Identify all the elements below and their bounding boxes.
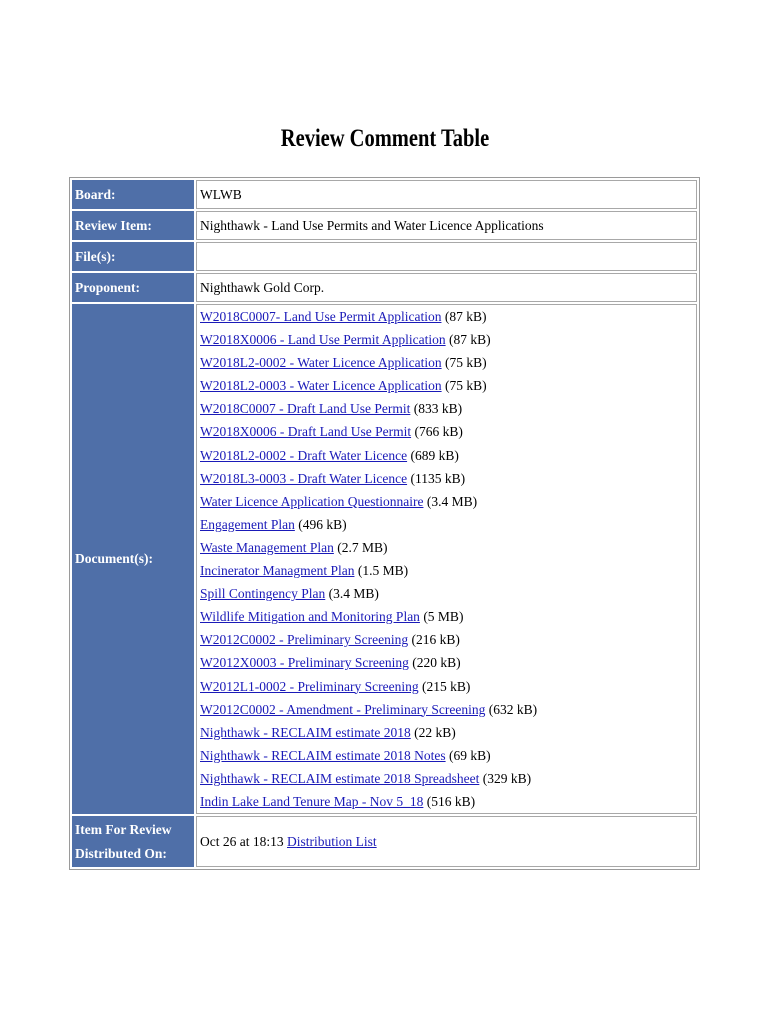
- document-item: [200, 328, 693, 351]
- document-item: [200, 582, 693, 605]
- document-link[interactable]: W2018X0006 - Land Use Permit Application: [200, 332, 446, 348]
- document-size: (216 kB): [411, 632, 460, 648]
- document-item: [200, 420, 693, 443]
- document-size: (75 kB): [444, 355, 487, 371]
- document-size: (833 kB): [413, 401, 463, 417]
- document-link[interactable]: W2012C0002 - Amendment - Preliminary Screening: [200, 701, 486, 717]
- document-size: (766 kB): [414, 424, 463, 440]
- distribution-list-link[interactable]: Distribution List: [287, 833, 377, 849]
- document-size: (75 kB): [444, 378, 487, 394]
- board-label: Board:: [72, 180, 194, 209]
- document-size: (1135 kB): [410, 470, 466, 486]
- document-link[interactable]: Incinerator Managment Plan: [200, 563, 355, 579]
- document-link[interactable]: Spill Contingency Plan: [200, 586, 326, 602]
- review-item-value: Nighthawk - Land Use Permits and Water Licence Applications: [196, 211, 697, 240]
- document-item: [200, 744, 693, 767]
- distributed-label-line2: Distributed On:: [75, 845, 167, 861]
- board-row: [72, 180, 697, 209]
- document-link[interactable]: Nighthawk - RECLAIM estimate 2018: [200, 724, 411, 740]
- document-item: [200, 698, 693, 721]
- page-title: Review Comment Table: [280, 125, 490, 152]
- document-item: [200, 767, 693, 790]
- files-label: File(s):: [72, 242, 194, 271]
- document-item: [200, 651, 693, 674]
- document-size: (689 kB): [410, 447, 459, 463]
- document-link[interactable]: W2018L2-0002 - Draft Water Licence: [200, 447, 408, 463]
- document-link[interactable]: W2018C0007 - Draft Land Use Permit: [200, 401, 411, 417]
- distributed-label: [72, 816, 194, 867]
- document-item: [200, 513, 693, 536]
- distributed-value: [196, 816, 697, 867]
- document-size: (215 kB): [421, 678, 471, 694]
- document-item: [200, 675, 693, 698]
- documents-row: [72, 304, 697, 814]
- document-item: [200, 467, 693, 490]
- documents-list: [196, 304, 697, 814]
- document-size: (3.4 MB): [426, 493, 478, 509]
- document-size: (69 kB): [448, 747, 491, 763]
- document-size: (496 kB): [298, 516, 347, 532]
- document-link[interactable]: W2018X0006 - Draft Land Use Permit: [200, 424, 412, 440]
- document-item: [200, 790, 693, 813]
- document-size: (220 kB): [412, 655, 461, 671]
- document-link[interactable]: W2018L2-0003 - Water Licence Application: [200, 378, 442, 394]
- proponent-row: [72, 273, 697, 302]
- document-size: (3.4 MB): [328, 586, 379, 602]
- document-link[interactable]: Nighthawk - RECLAIM estimate 2018 Notes: [200, 747, 446, 763]
- review-comment-table: [69, 177, 700, 870]
- document-item: [200, 490, 693, 513]
- board-value: WLWB: [196, 180, 697, 209]
- documents-label: Document(s):: [72, 304, 194, 814]
- document-link[interactable]: Nighthawk - RECLAIM estimate 2018 Spreadsheet: [200, 770, 480, 786]
- document-link[interactable]: W2012L1-0002 - Preliminary Screening: [200, 678, 419, 694]
- document-item: [200, 374, 693, 397]
- document-size: (87 kB): [444, 309, 487, 324]
- document-item: [200, 628, 693, 651]
- proponent-label: Proponent:: [72, 273, 194, 302]
- document-size: (5 MB): [423, 609, 464, 625]
- document-size: (632 kB): [488, 701, 538, 717]
- document-item: [200, 559, 693, 582]
- document-item: [200, 351, 693, 374]
- review-item-row: [72, 211, 697, 240]
- document-item: [200, 444, 693, 467]
- review-item-label: Review Item:: [72, 211, 194, 240]
- document-size: (2.7 MB): [337, 539, 388, 555]
- document-item: [200, 721, 693, 744]
- document-size: (329 kB): [482, 770, 532, 786]
- document-item: [200, 305, 693, 328]
- files-value: [196, 242, 697, 271]
- document-link[interactable]: Waste Management Plan: [200, 539, 334, 555]
- document-link[interactable]: Engagement Plan: [200, 516, 295, 532]
- document-link[interactable]: W2018L3-0003 - Draft Water Licence: [200, 470, 408, 486]
- document-size: (1.5 MB): [357, 563, 409, 579]
- document-link[interactable]: W2012C0002 - Preliminary Screening: [200, 632, 409, 648]
- document-link[interactable]: W2012X0003 - Preliminary Screening: [200, 655, 409, 671]
- document-link[interactable]: Indin Lake Land Tenure Map - Nov 5_18: [200, 793, 424, 809]
- distributed-date: Oct 26 at 18:13: [200, 833, 284, 849]
- document-link[interactable]: Water Licence Application Questionnaire: [200, 493, 424, 509]
- document-link[interactable]: W2018L2-0002 - Water Licence Application: [200, 355, 442, 371]
- document-size: (516 kB): [426, 793, 476, 809]
- files-row: [72, 242, 697, 271]
- document-item: [200, 536, 693, 559]
- distributed-row: [72, 816, 697, 867]
- document-link[interactable]: W2018C0007- Land Use Permit Application: [200, 309, 442, 324]
- document-item: [200, 605, 693, 628]
- distributed-label-line1: Item For Review: [75, 821, 172, 837]
- document-link[interactable]: Wildlife Mitigation and Monitoring Plan: [200, 609, 420, 625]
- document-item: [200, 397, 693, 420]
- proponent-value: Nighthawk Gold Corp.: [196, 273, 697, 302]
- document-size: (87 kB): [448, 332, 491, 348]
- document-size: (22 kB): [414, 724, 456, 740]
